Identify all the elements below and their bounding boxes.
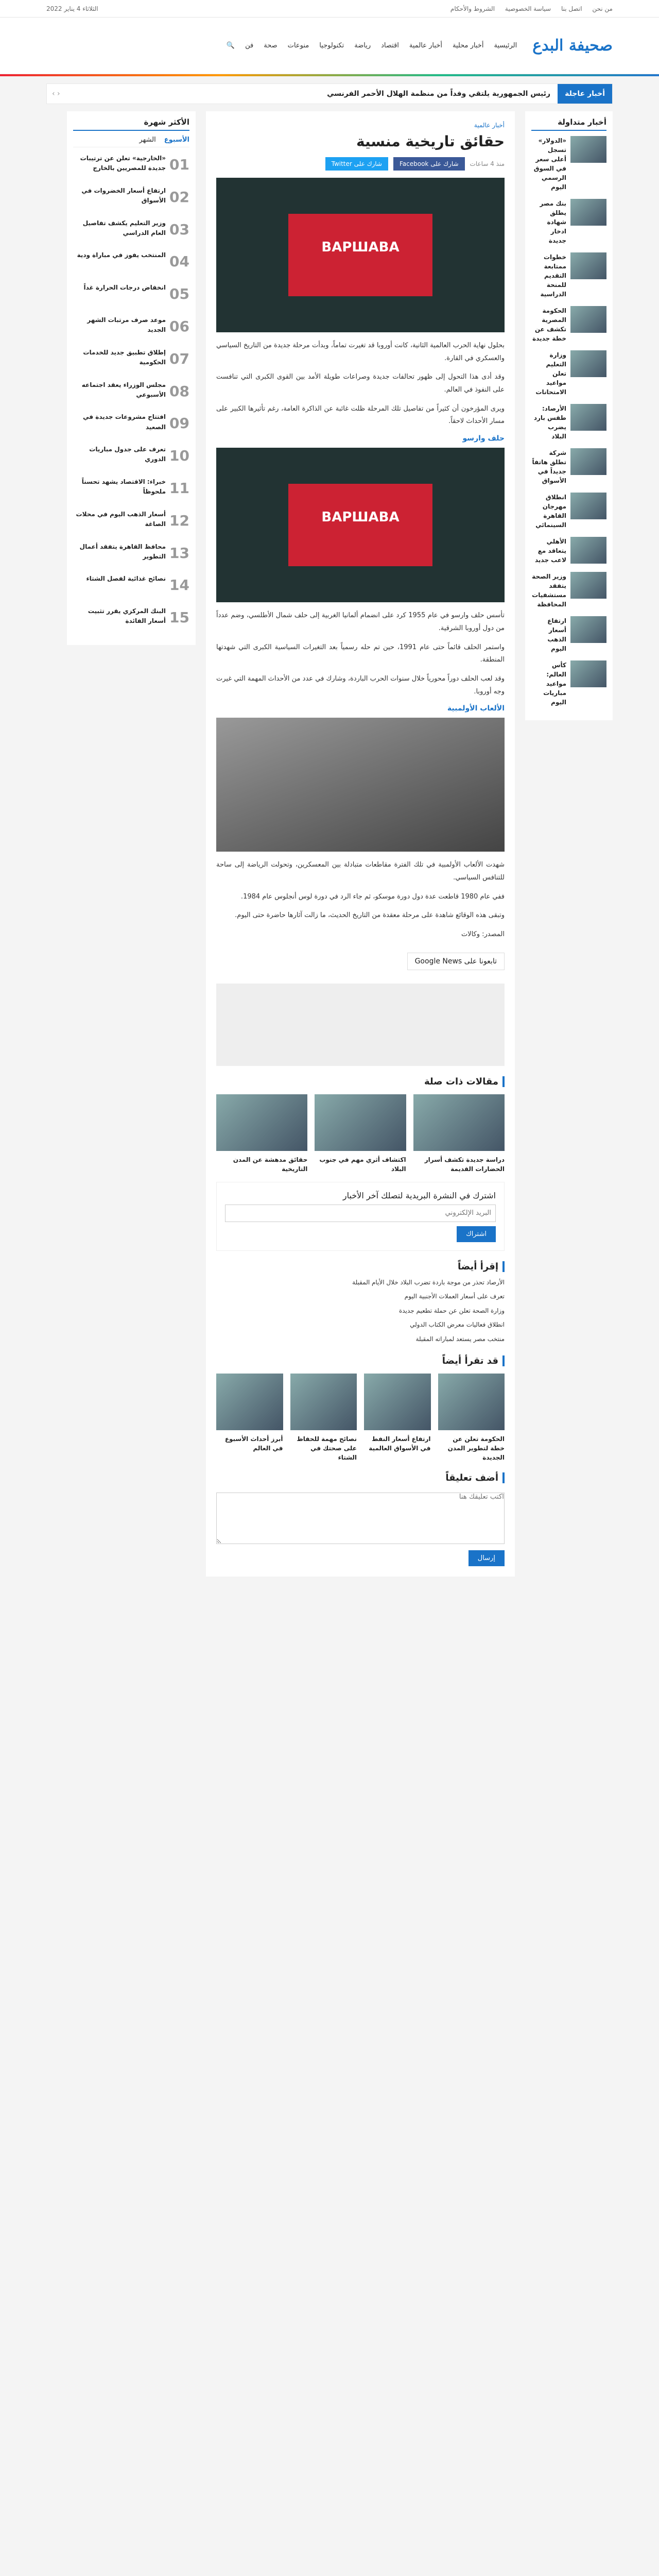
rank-number: 09 — [169, 415, 189, 432]
popular-item-text: مجلس الوزراء يعقد اجتماعه الأسبوعي — [81, 381, 166, 398]
nav-health[interactable]: صحة — [264, 42, 278, 49]
newsletter-box — [216, 1182, 505, 1251]
article-paragraph: ويرى المؤرخون أن كثيراً من تفاصيل تلك المرحلة ظلت غائبة عن الذاكرة العامة، رغم تأثيرها الكبير على مسار الأحداث لاحقاً. — [216, 404, 505, 426]
breaking-tag: أخبار عاجلة — [558, 84, 612, 104]
article-paragraph: شهدت الألعاب الأولمبية في تلك الفترة مقاطعات متبادلة بين المعسكرين، وتحولت الرياضة إلى ساحة للتنافس السياسي. — [216, 861, 505, 882]
related-card[interactable] — [413, 1094, 505, 1174]
popular-title: الأكثر شهرة — [73, 117, 189, 131]
article-hero-image — [216, 178, 505, 332]
hero-poster-2: ВАРШАВА — [288, 484, 432, 566]
hero-poster: ВАРШАВА — [288, 214, 432, 296]
more-card-title: ارتفاع أسعار النفط في الأسواق العالمية — [369, 1435, 431, 1452]
popular-box — [67, 111, 196, 645]
nav-tech[interactable]: تكنولوجيا — [319, 42, 344, 49]
popular-item[interactable] — [73, 574, 189, 597]
accent-line — [0, 74, 659, 76]
rank-number: 05 — [169, 285, 189, 303]
breaking-arrows[interactable]: ‹ › — [52, 90, 60, 98]
article-paragraph: تأسس حلف وارسو في عام 1955 كرد على انضمام ألمانيا الغربية إلى حلف شمال الأطلسي، وضم عدداً من دول أوروبا الشرقية. — [216, 612, 505, 632]
nav-sports[interactable]: رياضة — [354, 42, 371, 49]
article-subheading: حلف وارسو — [462, 434, 505, 443]
article-source: المصدر: وكالات — [461, 930, 505, 938]
rank-number: 12 — [169, 512, 189, 529]
content-wrapper — [0, 111, 659, 1577]
popular-item[interactable] — [73, 445, 189, 468]
popular-item[interactable] — [73, 606, 189, 630]
trending-column — [525, 111, 613, 728]
read-also-item[interactable]: وزارة الصحة تعلن عن حملة تطعيم جديدة — [399, 1307, 505, 1314]
article-subheading: الألعاب الأولمبية — [447, 704, 505, 713]
trending-item[interactable] — [531, 404, 606, 441]
related-cards — [216, 1094, 505, 1174]
more-thumb — [364, 1374, 431, 1430]
popular-item[interactable] — [73, 315, 189, 338]
trending-item[interactable] — [531, 252, 606, 299]
trending-thumb — [570, 572, 606, 599]
tab-week[interactable]: الأسبوع — [164, 136, 189, 144]
nav-economy[interactable]: اقتصاد — [381, 42, 399, 49]
ad-slot — [216, 984, 505, 1066]
more-card-title: نصائح مهمة للحفاظ على صحتك في الشتاء — [297, 1435, 357, 1461]
more-card-title: الحكومة تعلن عن خطة لتطوير المدن الجديدة — [447, 1435, 505, 1461]
article-paragraph: وقد لعب الحلف دوراً محورياً خلال سنوات الحرب الباردة، وشارك في عدد من الأحداث المهمة التي غيرت وجه أوروبا. — [216, 674, 505, 696]
trending-thumb — [570, 616, 606, 643]
comment-textarea[interactable] — [216, 1493, 505, 1544]
related-card-title: حقائق مدهشة عن المدن التاريخية — [233, 1156, 308, 1173]
popular-item-text: إطلاق تطبيق جديد للخدمات الحكومية — [83, 348, 166, 366]
popular-item[interactable] — [73, 250, 189, 274]
trending-item-text: وزير الصحة يتفقد مستشفيات المحافظة — [532, 573, 566, 608]
breadcrumb[interactable]: أخبار عالمية — [474, 122, 505, 129]
trending-box — [525, 111, 613, 720]
popular-item-text: ارتفاع أسعار الخضروات في الأسواق — [81, 187, 166, 204]
trending-item-text: خطوات ممتابعة التقديم للمنحة الدراسية — [540, 253, 566, 298]
share-facebook-button[interactable]: شارك على Facebook — [393, 157, 465, 171]
nav-home[interactable]: الرئيسية — [494, 42, 517, 49]
trending-thumb — [570, 350, 606, 377]
rank-number: 03 — [169, 221, 189, 238]
trending-item[interactable] — [531, 616, 606, 653]
trending-item-text: ارتفاع أسعار الذهب اليوم — [547, 617, 566, 652]
popular-item-text: نصائح غذائية لفصل الشتاء — [86, 575, 166, 583]
site-logo[interactable]: صحيفة البدع — [532, 37, 613, 55]
trending-item[interactable] — [531, 537, 606, 565]
popular-item[interactable] — [73, 380, 189, 403]
article-meta — [216, 157, 505, 171]
trending-thumb — [570, 537, 606, 564]
article-image-2 — [216, 448, 505, 602]
popular-item[interactable] — [73, 283, 189, 306]
popular-item-text: تعرف على جدول مباريات الدوري — [89, 446, 166, 463]
popular-item-text: محافظ القاهرة يتفقد أعمال التطوير — [79, 543, 166, 560]
popular-item[interactable] — [73, 477, 189, 500]
popular-column — [67, 111, 196, 653]
trending-item-text: شركة تطلق هاتفاً جديداً في الأسواق — [532, 449, 566, 484]
trending-thumb — [570, 252, 606, 279]
more-thumb — [216, 1374, 283, 1430]
trending-thumb — [570, 199, 606, 226]
tab-month[interactable]: الشهر — [139, 136, 156, 144]
newsletter-email-input[interactable] — [225, 1205, 496, 1222]
google-news-button[interactable]: تابعونا على Google News — [407, 953, 505, 970]
article-date: منذ 4 ساعات — [470, 160, 505, 167]
trending-item-text: الحكومة المصرية تكشف عن خطة جديدة — [532, 307, 566, 342]
rank-number: 08 — [169, 382, 189, 400]
search-icon[interactable]: 🔍 — [226, 42, 235, 49]
related-card[interactable] — [315, 1094, 406, 1174]
trending-title: أخبار متداولة — [531, 117, 606, 131]
trending-item[interactable] — [531, 493, 606, 530]
rank-number: 10 — [169, 447, 189, 465]
trending-item-text: الأهلي يتعاقد مع لاعب جديد — [534, 538, 566, 564]
top-link-about[interactable]: من نحن — [592, 5, 613, 12]
more-thumb — [438, 1374, 505, 1430]
article-bw-photo — [216, 718, 505, 852]
trending-thumb — [570, 306, 606, 333]
top-date: الثلاثاء 4 يناير 2022 — [46, 5, 98, 12]
rank-number: 07 — [169, 350, 189, 367]
popular-item-text: خبراء: الاقتصاد يشهد تحسناً ملحوظاً — [81, 478, 166, 496]
more-card[interactable] — [216, 1374, 283, 1462]
newsletter-subscribe-button[interactable]: اشتراك — [457, 1226, 496, 1242]
article-paragraph: ففي عام 1980 قاطعت عدة دول دورة موسكو، ثم جاء الرد في دورة لوس أنجلوس عام 1984. — [240, 892, 505, 901]
trending-item[interactable] — [531, 572, 606, 609]
trending-thumb — [570, 660, 606, 687]
popular-item[interactable] — [73, 154, 189, 177]
trending-thumb — [570, 136, 606, 163]
rank-number: 13 — [169, 544, 189, 562]
popular-item-text: «الخارجية» تعلن عن ترتيبات جديدة للمصريين بالخارج — [80, 155, 166, 172]
article-column — [206, 111, 515, 1577]
popular-item-text: وزير التعليم يكشف تفاصيل العام الدراسي — [82, 219, 166, 236]
site-header — [0, 18, 659, 74]
trending-item[interactable] — [531, 136, 606, 192]
related-card-title: دراسة جديدة تكشف أسرار الحضارات القديمة — [424, 1156, 505, 1173]
trending-item[interactable] — [531, 199, 606, 245]
popular-item[interactable] — [73, 218, 189, 242]
rank-number: 02 — [169, 188, 189, 206]
top-link-terms[interactable]: الشروط والأحكام — [450, 5, 495, 12]
read-also-item[interactable]: انطلاق فعاليات معرض الكتاب الدولي — [410, 1321, 505, 1329]
popular-tabs — [73, 136, 189, 147]
more-card[interactable] — [290, 1374, 357, 1462]
popular-item[interactable] — [73, 348, 189, 371]
rank-number: 14 — [169, 577, 189, 594]
comment-form — [216, 1472, 505, 1566]
read-also-item[interactable]: الأرصاد تحذر من موجة باردة تضرب البلاد خلال الأيام المقبلة — [352, 1278, 505, 1286]
read-also-item[interactable]: منتخب مصر يستعد لمباراته المقبلة — [415, 1335, 505, 1343]
trending-item-text: كأس العالم: مواعيد مباريات اليوم — [543, 662, 566, 706]
top-bar — [0, 0, 659, 18]
related-card[interactable] — [216, 1094, 307, 1174]
article-paragraph: بحلول نهاية الحرب العالمية الثانية، كانت أوروبا قد تغيرت تماماً، وبدأت مرحلة جديدة من التاريخ السياسي والعسكري في القارة. — [216, 342, 505, 362]
more-title: قد تقرأ أيضاً — [216, 1355, 505, 1366]
related-thumb — [216, 1094, 307, 1151]
popular-item[interactable] — [73, 412, 189, 435]
more-card[interactable] — [364, 1374, 431, 1462]
rank-number: 01 — [169, 156, 189, 173]
comment-title: أضف تعليقاً — [216, 1472, 505, 1483]
more-card[interactable] — [438, 1374, 505, 1462]
nav-misc[interactable]: منوعات — [287, 42, 309, 49]
top-links — [442, 5, 613, 12]
trending-item[interactable] — [531, 306, 606, 343]
popular-item-text: أسعار الذهب اليوم في محلات الصاغة — [76, 510, 166, 528]
breaking-text[interactable]: رئيس الجمهورية يلتقي وفداً من منظمة الهلال الأحمر الفرنسي — [327, 90, 551, 98]
trending-item-text: الأرصاد: طقس بارد يضرب البلاد — [533, 405, 566, 440]
related-card-title: اكتشاف أثري مهم في جنوب البلاد — [319, 1156, 406, 1173]
nav-art[interactable]: فن — [245, 42, 254, 49]
main-nav — [46, 42, 517, 49]
rank-number: 04 — [169, 253, 189, 270]
trending-thumb — [570, 448, 606, 475]
related-thumb — [413, 1094, 505, 1151]
popular-item[interactable] — [73, 542, 189, 565]
newsletter-title: اشترك في النشرة البريدية لتصلك آخر الأخبار — [342, 1190, 496, 1200]
trending-thumb — [570, 404, 606, 431]
trending-item[interactable] — [531, 448, 606, 485]
popular-item-text: البنك المركزي يقرر تثبيت أسعار الفائدة — [88, 607, 166, 625]
comment-submit-button[interactable]: إرسال — [469, 1550, 505, 1566]
trending-item[interactable] — [531, 350, 606, 397]
trending-item-text: بنك مصر يطلق شهادة ادخار جديدة — [540, 200, 566, 244]
related-title: مقالات ذات صلة — [216, 1076, 505, 1087]
read-also-title: إقرأ أيضاً — [216, 1261, 505, 1272]
nav-local[interactable]: أخبار محلية — [452, 42, 484, 49]
article-paragraph: واستمر الحلف قائماً حتى عام 1991، حين تم حله رسمياً بعد التغيرات السياسية الكبرى التي شهدتها المنطقة. — [216, 643, 505, 664]
popular-item-text: موعد صرف مرتبات الشهر الجديد — [87, 316, 166, 334]
rank-number: 11 — [169, 479, 189, 497]
popular-item-text: المنتخب يفوز في مباراة ودية — [77, 251, 166, 259]
trending-item[interactable] — [531, 660, 606, 707]
top-link-privacy[interactable]: سياسة الخصوصية — [505, 5, 551, 12]
breaking-news-bar — [46, 83, 613, 104]
popular-item[interactable] — [73, 510, 189, 533]
more-thumb — [290, 1374, 357, 1430]
rank-number: 15 — [169, 609, 189, 626]
trending-item-text: وزارة التعليم تعلن مواعيد الامتحانات — [535, 351, 566, 396]
popular-item-text: انخفاض درجات الحرارة غداً — [83, 284, 166, 292]
nav-world[interactable]: أخبار عالمية — [409, 42, 442, 49]
top-link-contact[interactable]: اتصل بنا — [561, 5, 582, 12]
rank-number: 06 — [169, 317, 189, 335]
more-card-title: أبرز أحداث الأسبوع في العالم — [224, 1435, 283, 1452]
trending-item-text: «الدولار» تسجل أعلى سعر في السوق الرسمي اليوم — [533, 137, 566, 191]
article-title: حقائق تاريخية منسية — [356, 133, 505, 150]
more-cards — [216, 1374, 505, 1462]
article-paragraph: وتبقى هذه الوقائع شاهدة على مرحلة معقدة من التاريخ الحديث، ما زالت آثارها حاضرة حتى اليوم. — [235, 911, 505, 920]
trending-item-text: انطلاق مهرجان القاهرة السينمائي — [535, 494, 566, 529]
popular-item[interactable] — [73, 186, 189, 209]
trending-thumb — [570, 493, 606, 519]
share-twitter-button[interactable]: شارك على Twitter — [325, 157, 388, 171]
read-also-item[interactable]: تعرف على أسعار العملات الأجنبية اليوم — [404, 1293, 505, 1300]
popular-item-text: افتتاح مشروعات جديدة في الصعيد — [83, 413, 166, 431]
related-thumb — [315, 1094, 406, 1151]
article-paragraph: وقد أدى هذا التحول إلى ظهور تحالفات جديدة وصراعات طويلة الأمد بين القوى الكبرى التي تنافست على النفوذ في العالم. — [216, 373, 505, 394]
